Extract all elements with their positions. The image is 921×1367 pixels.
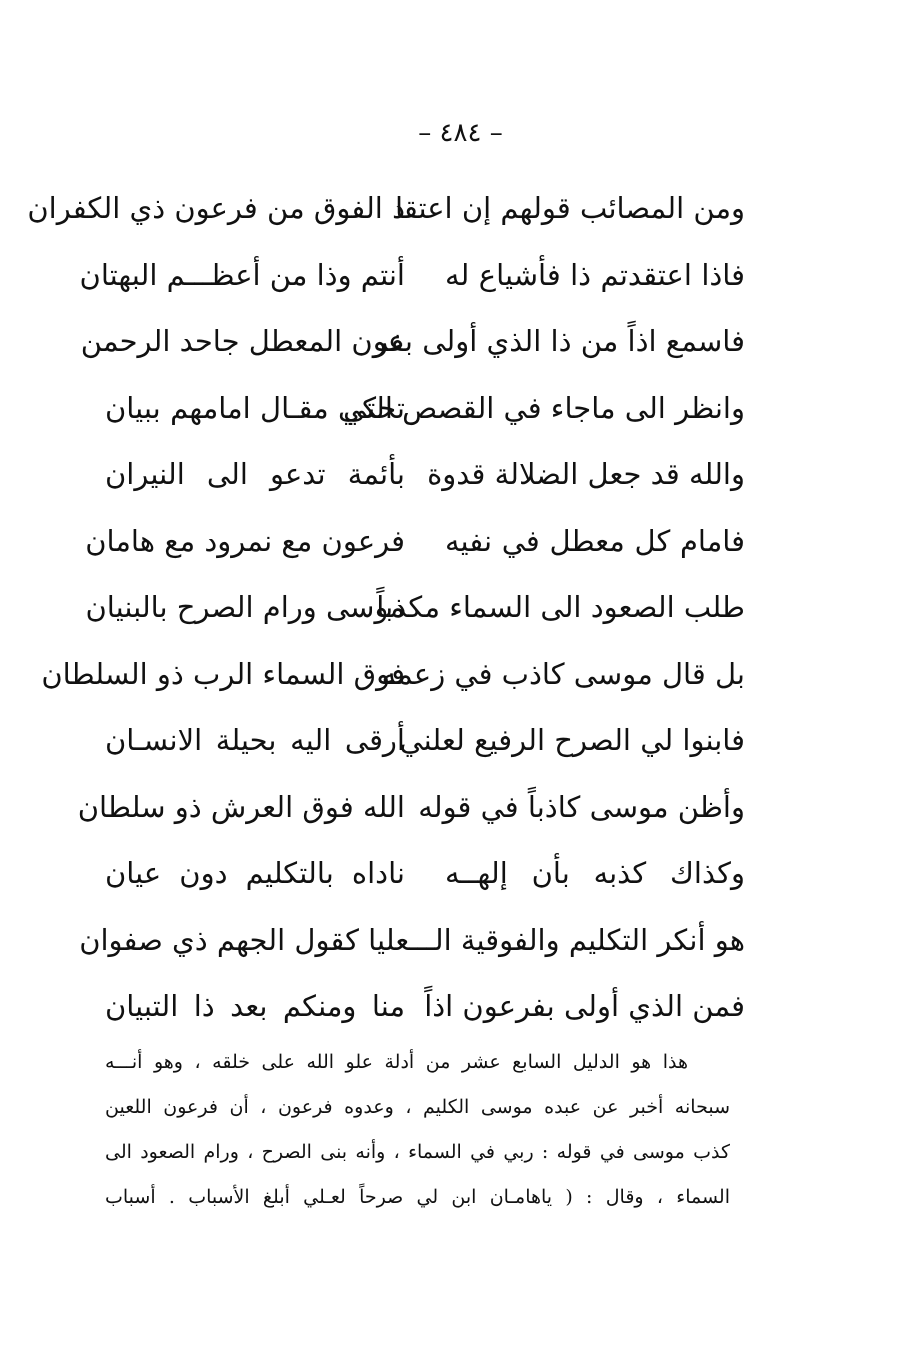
verse-first-hemistich: فمن الذي أولى بفرعون اذاً xyxy=(424,989,745,1023)
verse-first-hemistich: فابنوا لي الصرح الرفيع لعلني xyxy=(399,723,745,757)
verse xyxy=(80,308,745,375)
verse-second-hemistich: الله فوق العرش ذو سلطان xyxy=(77,789,405,824)
paragraph-line: هذا هو الدليل السابع عشر من أدلة علو الله على خلقه ، وهو أنـــه xyxy=(105,1051,688,1073)
verse-first-hemistich: ومن المصائب قولهم إن اعتقا xyxy=(395,191,745,225)
paragraph-line: كذب موسى في قوله : ربي في السماء ، وأنه بنى الصرح ، ورام الصعود الى xyxy=(105,1141,730,1163)
poem xyxy=(27,175,745,1040)
verse xyxy=(105,840,745,907)
verse-second-hemistich: عون المعطل جاحد الرحمن xyxy=(80,324,405,358)
verse-first-hemistich: فامام كل معطل في نفيه xyxy=(445,523,745,558)
verse xyxy=(85,508,745,575)
verse-second-hemistich: أنتم وذا من أعظـــم البهتان xyxy=(79,257,405,292)
verse xyxy=(105,375,745,442)
paragraph-line: سبحانه أخبر عن عبده موسى الكليم ، وعدوه فرعون ، أن فرعون اللعين xyxy=(105,1096,730,1118)
verse-first-hemistich: والله قد جعل الضلالة قدوة xyxy=(427,457,745,491)
verse-second-hemistich: أرقى اليه بحيلة الانسـان xyxy=(105,723,405,757)
verse xyxy=(41,641,745,708)
verse-second-hemistich: فرعون مع نمرود مع هامان xyxy=(85,523,405,558)
verse-first-hemistich: وكذاك كذبه بأن إلهــه xyxy=(445,856,745,890)
verse-second-hemistich: ناداه بالتكليم دون عيان xyxy=(105,856,405,890)
verse-first-hemistich: وانظر الى ماجاء في القصص التي xyxy=(343,390,745,425)
verse xyxy=(105,707,745,774)
verse-second-hemistich: د الفوق من فرعون ذي الكفران xyxy=(27,191,405,225)
verse-second-hemistich: فوق السماء الرب ذو السلطان xyxy=(41,656,405,691)
verse-first-hemistich: وأظن موسى كاذباً في قوله xyxy=(418,789,745,824)
verse xyxy=(105,441,745,508)
verse-first-hemistich: طلب الصعود الى السماء مكذباً xyxy=(376,590,745,624)
verse xyxy=(79,242,745,309)
verse-second-hemistich: بأئمة تدعو الى النيران xyxy=(105,457,405,491)
verse xyxy=(105,973,745,1040)
verse-first-hemistich: فاسمع اذاً من ذا الذي أولى بفر xyxy=(374,324,745,358)
verse-second-hemistich: منا ومنكم بعد ذا التبيان xyxy=(105,989,405,1023)
verse-first-hemistich: بل قال موسى كاذب في زعمه xyxy=(381,656,745,691)
verse-first-hemistich: فاذا اعتقدتم ذا فأشياع له xyxy=(445,257,745,292)
verse-second-hemistich: تحكي مقـال امامهم ببيان xyxy=(105,390,405,425)
page-number: – ٤٨٤ – xyxy=(418,118,503,148)
paragraph-line: السماء ، وقال : ( ياهامـان ابن لي صرحاً لعـلي أبلغ الأسباب . أسباب xyxy=(105,1186,730,1208)
verse-full-line: هو أنكر التكليم والفوقية الـــعليا كقول الجهم ذي صفوان xyxy=(79,922,745,957)
verse xyxy=(77,774,745,841)
verse xyxy=(27,175,745,242)
commentary-paragraph xyxy=(105,1040,730,1220)
verse xyxy=(85,574,745,641)
verse-second-hemistich: موسى ورام الصرح بالبنيان xyxy=(85,590,405,624)
